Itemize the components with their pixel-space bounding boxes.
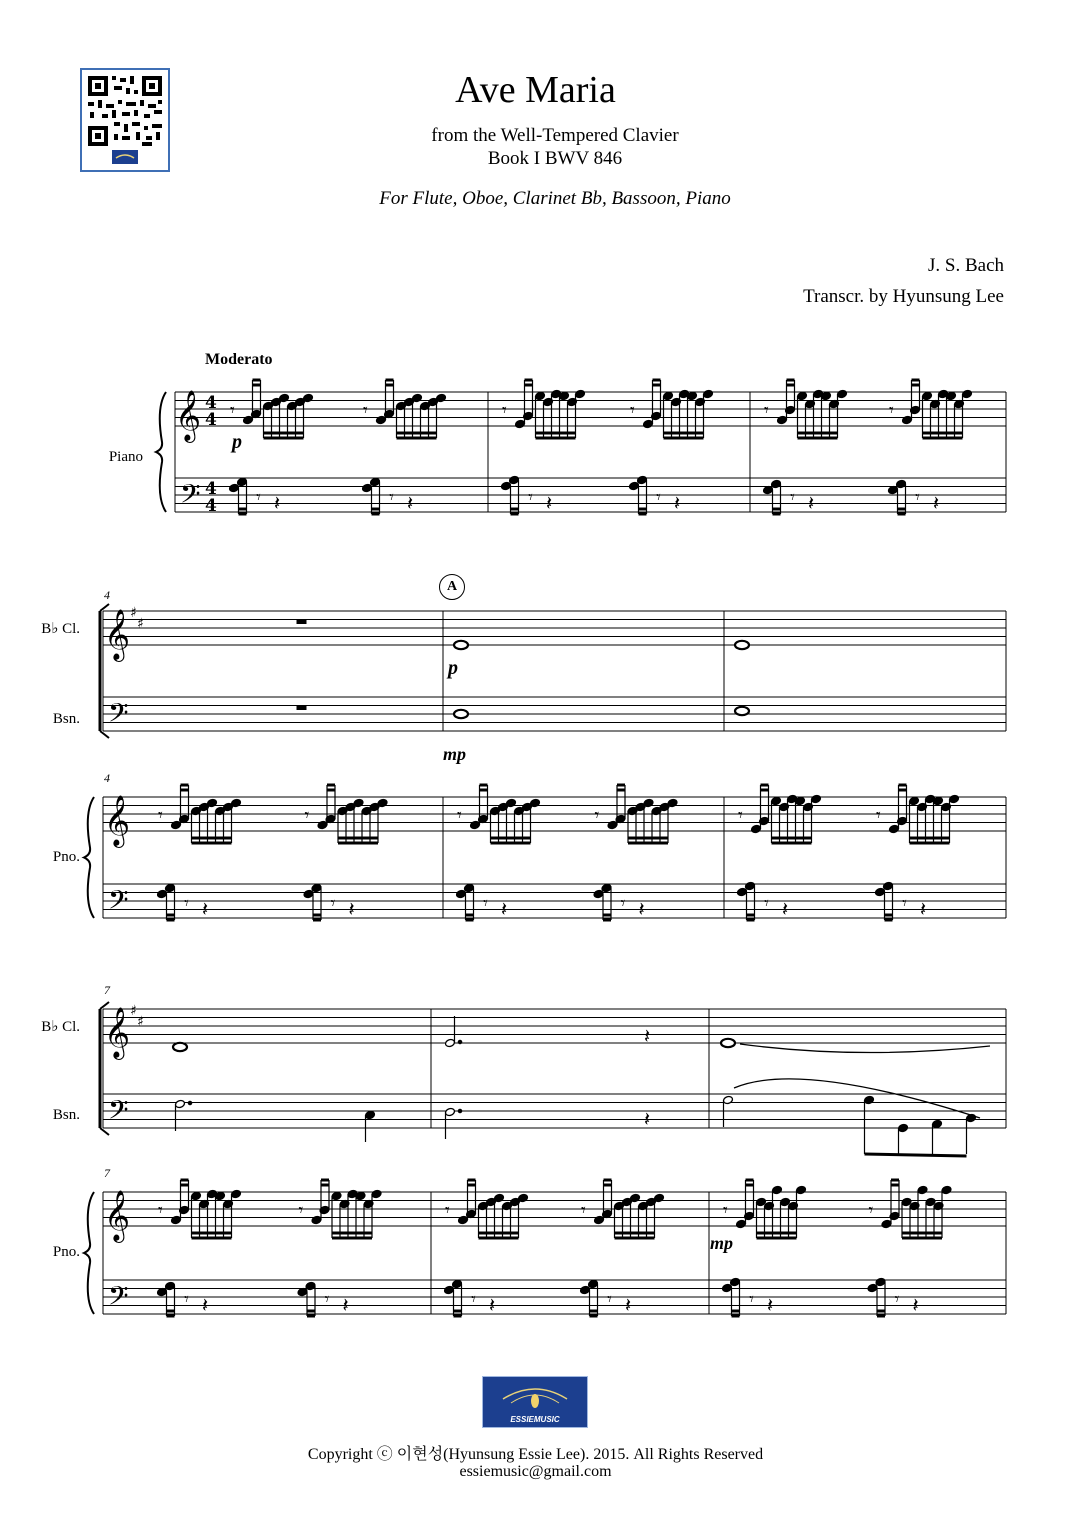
notehead [171,1215,182,1224]
clarinet-label: B♭ Cl. [41,1019,80,1035]
notehead [637,475,648,484]
dynamic-mark: mp [443,744,467,764]
notehead [643,419,654,428]
bass-clef-icon: 𝄢 [108,697,129,735]
notehead [896,479,907,488]
eighth-rest-icon: 𝄾 [581,1200,586,1221]
eighth-rest-icon: 𝄾 [298,1200,304,1221]
measure-number: 4 [104,588,110,602]
notehead [535,391,546,400]
treble-clef-icon: 𝄞 [175,390,202,441]
notehead [311,883,322,892]
notehead [654,1193,665,1202]
quarter-rest-icon: 𝄽 [644,1107,651,1131]
quarter-rest-icon: 𝄽 [407,491,414,515]
quarter-rest-icon: 𝄽 [348,897,355,921]
eighth-rest-icon: 𝄾 [764,400,769,421]
notehead [464,883,475,892]
whole-note [454,710,468,718]
notehead [165,883,176,892]
notehead [723,1095,734,1104]
key-signature-sharp-icon: ♯ [130,605,137,621]
notehead [371,1189,382,1198]
treble-clef-icon: 𝄞 [104,609,131,660]
eighth-rest-icon: 𝄾 [389,487,394,508]
time-signature: 4 [205,393,217,413]
notehead [311,1215,322,1224]
notehead [771,479,782,488]
eighth-rest-icon: 𝄾 [790,487,795,508]
quarter-rest-icon: 𝄽 [501,897,508,921]
notehead [811,794,822,803]
notehead [771,796,782,805]
dynamic-mark: p [232,431,242,453]
notehead [452,1279,463,1288]
piano-label: Piano [108,449,143,465]
notehead [772,1185,783,1194]
eighth-rest-icon: 𝄾 [749,1289,754,1310]
subtitle-line-2: Book I BWV 846 [487,148,623,169]
notehead [898,1123,909,1132]
slur [734,1079,980,1118]
quarter-rest-icon: 𝄽 [342,1293,349,1317]
notehead [175,1099,186,1108]
notehead [353,798,364,807]
notehead [331,1191,342,1200]
notehead [667,798,678,807]
whole-note [735,641,749,649]
notehead [237,477,248,486]
arranger: Transcr. by Hyunsung Lee [803,286,1004,307]
eighth-rest-icon: 𝄾 [607,1289,612,1310]
notehead [917,1185,928,1194]
notehead [231,798,242,807]
eighth-rest-icon: 𝄾 [363,400,368,421]
notehead [509,475,520,484]
whole-note [721,1039,735,1047]
whole-note [454,641,468,649]
page-title: Ave Maria [455,69,616,111]
logo-text: ESSIEMUSIC [510,1415,560,1424]
notehead [932,1119,943,1128]
composer: J. S. Bach [928,255,1004,276]
notehead [165,1281,176,1290]
eighth-rest-icon: 𝄾 [330,893,336,914]
notehead [207,798,218,807]
notehead [445,1038,456,1047]
eighth-rest-icon: 𝄾 [738,805,743,826]
subtitle-line-1: from the Well-Tempered Clavier [431,125,679,146]
notehead [515,419,526,428]
notehead [231,1189,242,1198]
notehead [751,824,762,833]
time-signature: 4 [205,496,217,516]
notehead [864,1095,875,1104]
notehead [962,389,973,398]
notehead [889,824,900,833]
treble-clef-icon: 𝄞 [104,1007,131,1058]
quarter-rest-icon: 𝄽 [912,1293,919,1317]
eighth-rest-icon: 𝄾 [445,1200,450,1221]
notehead [777,415,788,424]
notehead [575,389,586,398]
piano-label: Pno. [52,1244,80,1260]
quarter-rest-icon: 𝄽 [674,491,681,515]
eighth-rest-icon: 𝄾 [158,1200,163,1221]
essiemusic-logo [482,1376,588,1428]
notehead [730,1277,741,1286]
notehead [736,1219,747,1228]
eighth-rest-icon: 𝄾 [471,1289,476,1310]
notehead [949,794,960,803]
quarter-rest-icon: 𝄽 [933,491,940,515]
instrumentation: For Flute, Oboe, Clarinet Bb, Bassoon, Piano [379,188,731,209]
eighth-rest-icon: 𝄾 [483,893,488,914]
measure-number: 7 [104,983,110,997]
quarter-rest-icon: 𝄽 [274,491,281,515]
notehead [922,391,933,400]
notehead [941,1185,952,1194]
quarter-rest-icon: 𝄽 [808,491,815,515]
clarinet-label: B♭ Cl. [41,621,80,637]
notehead [436,393,447,402]
treble-clef-icon: 𝄞 [104,795,131,846]
bass-clef-icon: 𝄢 [108,1280,129,1318]
key-signature-sharp-icon: ♯ [137,616,144,632]
notehead [506,798,517,807]
bass-clef-icon: 𝄢 [108,1094,129,1132]
notehead [365,1110,376,1119]
quarter-rest-icon: 𝄽 [638,897,645,921]
notehead [881,1219,892,1228]
notehead [875,1277,886,1286]
time-signature: 4 [205,410,217,430]
eighth-rest-icon: 𝄾 [868,1200,874,1221]
notehead [663,391,674,400]
measure-number: 7 [104,1166,110,1180]
quarter-rest-icon: 𝄽 [920,897,927,921]
eighth-rest-icon: 𝄾 [158,805,163,826]
dot [458,1040,462,1044]
eighth-rest-icon: 𝄾 [889,400,894,421]
eighth-rest-icon: 𝄾 [457,805,462,826]
notehead [837,389,848,398]
notehead [630,1193,641,1202]
notehead [902,415,913,424]
copyright-notice: Copyright ⓒ 이현성(Hyunsung Essie Lee). 2015. All Rights Reserved [307,1446,764,1463]
eighth-rest-icon: 𝄾 [502,400,507,421]
quarter-rest-icon: 𝄽 [202,1293,209,1317]
notehead [530,798,541,807]
eighth-rest-icon: 𝄾 [723,1200,728,1221]
whole-rest [297,706,306,710]
notehead [796,1185,807,1194]
eighth-rest-icon: 𝄾 [184,1289,189,1310]
notehead [588,1279,599,1288]
eighth-rest-icon: 𝄾 [256,487,261,508]
bass-clef-icon: 𝄢 [108,884,129,922]
notehead [797,391,808,400]
beam [865,1154,967,1156]
eighth-rest-icon: 𝄾 [902,893,907,914]
notehead [601,883,612,892]
notehead [303,393,314,402]
notehead [883,881,894,890]
brace [84,797,94,918]
key-signature-sharp-icon: ♯ [130,1003,137,1019]
quarter-rest-icon: 𝄽 [767,1293,774,1317]
whole-note [173,1043,187,1051]
notehead [377,798,388,807]
notehead [703,389,714,398]
eighth-rest-icon: 𝄾 [656,487,661,508]
quarter-rest-icon: 𝄽 [202,897,209,921]
contact-email: essiemusic@gmail.com [459,1463,612,1480]
treble-clef-icon: 𝄞 [104,1190,131,1241]
quarter-rest-icon: 𝄽 [546,491,553,515]
notehead [191,1191,202,1200]
eighth-rest-icon: 𝄾 [894,1289,900,1310]
eighth-rest-icon: 𝄾 [304,805,310,826]
brace [156,392,166,512]
notehead [518,1193,529,1202]
dot [458,1109,462,1113]
quarter-rest-icon: 𝄽 [644,1024,651,1048]
quarter-rest-icon: 𝄽 [782,897,789,921]
rehearsal-mark-label: A [446,579,458,594]
eighth-rest-icon: 𝄾 [324,1289,330,1310]
brace [84,1192,94,1314]
notehead [494,1193,505,1202]
eighth-rest-icon: 𝄾 [620,893,626,914]
notehead [745,881,756,890]
measure-number: 4 [104,771,110,785]
quarter-rest-icon: 𝄽 [489,1293,496,1317]
bassoon-label: Bsn. [52,711,80,727]
eighth-rest-icon: 𝄾 [915,487,920,508]
notehead [445,1107,456,1116]
eighth-rest-icon: 𝄾 [764,893,769,914]
key-signature-sharp-icon: ♯ [137,1014,144,1030]
quarter-rest-icon: 𝄽 [625,1293,632,1317]
notehead [279,393,290,402]
notehead [643,798,654,807]
dynamic-mark: mp [710,1233,734,1253]
eighth-rest-icon: 𝄾 [230,400,235,421]
notehead [370,477,381,486]
tempo-marking: Moderato [205,351,273,368]
eighth-rest-icon: 𝄾 [876,805,881,826]
eighth-rest-icon: 𝄾 [528,487,533,508]
whole-rest [297,620,306,624]
whole-note [735,707,749,715]
eighth-rest-icon: 𝄾 [184,893,189,914]
notehead [412,393,423,402]
bass-clef-icon: 𝄢 [180,478,201,516]
dot [188,1101,192,1105]
dynamic-mark: p [448,657,458,679]
notehead [909,796,920,805]
piano-label: Pno. [52,849,80,865]
bassoon-label: Bsn. [52,1107,80,1123]
time-signature: 4 [205,479,217,499]
notehead [305,1281,316,1290]
eighth-rest-icon: 𝄾 [594,805,600,826]
tie [740,1044,990,1053]
eighth-rest-icon: 𝄾 [630,400,635,421]
